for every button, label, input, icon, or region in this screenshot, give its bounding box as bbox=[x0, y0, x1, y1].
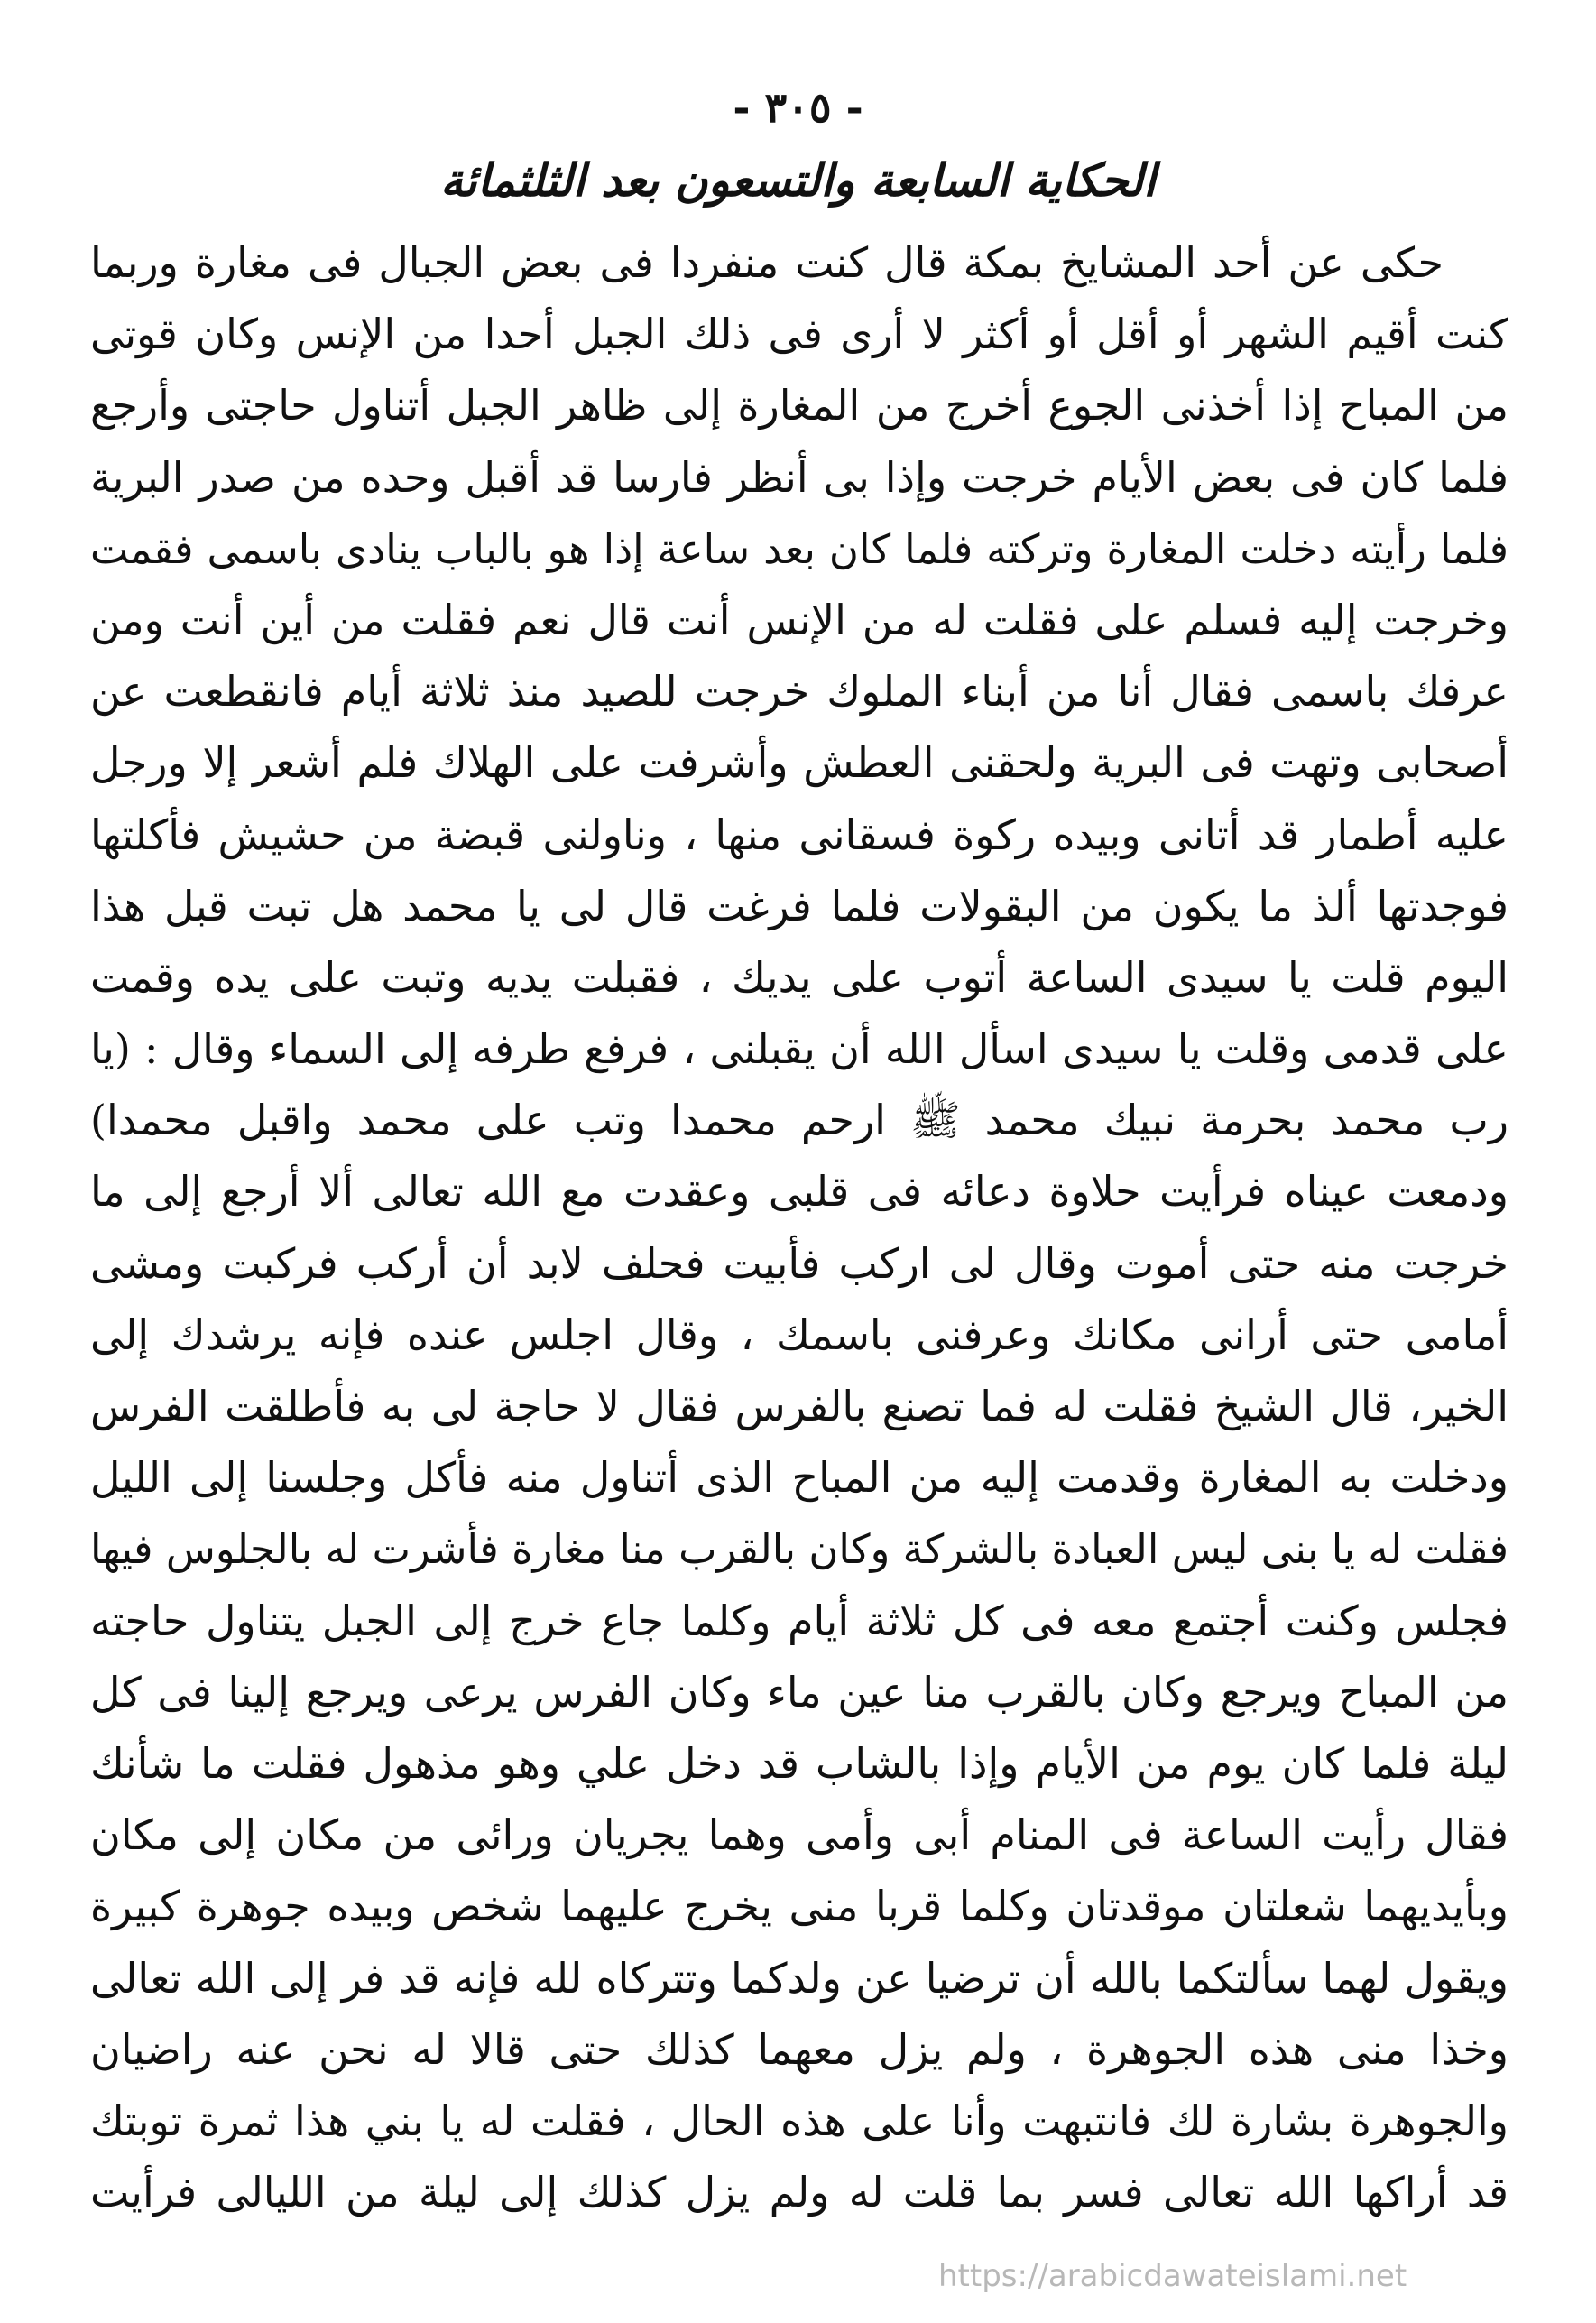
body-line: من المباح إذا أخذنى الجوع أخرج من المغارة إلى ظاهر الجبل أتناول حاجتى وأرجع bbox=[90, 381, 1508, 430]
body-line: فقلت له يا بنى ليس العبادة بالشركة وكان بالقرب منا مغارة فأشرت له بالجلوس فيها bbox=[90, 1525, 1508, 1574]
body-line: وخذا منى هذه الجوهرة ، ولم يزل معهما كذلك حتى قالا له نحن عنه راضيان bbox=[90, 2024, 1508, 2074]
body-line: كنت أقيم الشهر أو أقل أو أكثر لا أرى فى ذلك الجبل أحدا من الإنس وكان قوتى bbox=[90, 310, 1508, 359]
body-line: عليه أطمار قد أتانى وبيده ركوة فسقانى منها ، وناولنى قبضة من حشيش فأكلتها bbox=[90, 810, 1508, 859]
body-line: الخير، قال الشيخ فقلت له فما تصنع بالفرس فقال لا حاجة لى به فأطلقت الفرس bbox=[90, 1382, 1508, 1430]
body-line: أصحابى وتهت فى البرية ولحقنى العطش وأشرفت على الهلاك فلم أشعر إلا ورجل bbox=[90, 738, 1508, 788]
body-line: على قدمى وقلت يا سيدى اسأل الله أن يقبلنى ، فرفع طرفه إلى السماء وقال : (يا bbox=[90, 1024, 1508, 1074]
body-line: فلما رأيته دخلت المغارة وتركته فلما كان بعد ساعة إذا هو بالباب ينادى باسمى فقمت bbox=[90, 524, 1508, 573]
body-line: عرفك باسمى فقال أنا من أبناء الملوك خرجت للصيد منذ ثلاثة أيام فانقطعت عن bbox=[90, 667, 1508, 717]
story-heading: الحكاية السابعة والتسعون بعد الثلثمائة bbox=[439, 153, 1157, 207]
body-line: وخرجت إليه فسلم على فقلت له من الإنس أنت قال نعم فقلت من أين أنت ومن bbox=[90, 595, 1508, 644]
body-line: اليوم قلت يا سيدى الساعة أتوب على يديك ، فقبلت يديه وتبت على يده وقمت bbox=[90, 952, 1508, 1002]
body-line: حكى عن أحد المشايخ بمكة قال كنت منفردا فى بعض الجبال فى مغارة وربما bbox=[90, 238, 1444, 287]
body-line: من المباح ويرجع وكان بالقرب منا عين ماء وكان الفرس يرعى ويرجع إلينا فى كل bbox=[90, 1667, 1508, 1717]
body-line: خرجت منه حتى أموت وقال لى اركب فأبيت فحلف لابد أن أركب فركبت ومشى bbox=[90, 1238, 1508, 1288]
body-line: قد أراكها الله تعالى فسر بما قلت له ولم يزل كذلك إلى ليلة من الليالى فرأيت bbox=[90, 2168, 1508, 2217]
body-line: فلما كان فى بعض الأيام خرجت وإذا بى أنظر فارسا قد أقبل وحده من صدر البرية bbox=[90, 452, 1508, 502]
story-body bbox=[90, 227, 1508, 2228]
body-line: ويقول لهما سألتكما بالله أن ترضيا عن ولدكما وتتركاه لله فإنه قد فر إلى الله تعالى bbox=[90, 1953, 1508, 2003]
body-line: أمامى حتى أرانى مكانك وعرفنى باسمك ، وقال اجلس عنده فإنه يرشدك إلى bbox=[90, 1310, 1508, 1359]
body-line: فقال رأيت الساعة فى المنام أبى وأمى وهما يجريان ورائى من مكان إلى مكان bbox=[90, 1810, 1508, 1860]
page-number: - ٣٠٥ - bbox=[733, 83, 863, 132]
website-watermark: https://arabicdawateislami.net bbox=[938, 2258, 1407, 2294]
body-line: وبأيديهما شعلتان موقدتان وكلما قربا منى يخرج عليهما شخص وبيده جوهرة كبيرة bbox=[90, 1882, 1508, 1931]
body-line: والجوهرة بشارة لك فانتبهت وأنا على هذه الحال ، فقلت له يا بني هذا ثمرة توبتك bbox=[90, 2096, 1508, 2145]
body-line: فوجدتها ألذ ما يكون من البقولات فلما فرغت قال لى يا محمد هل تبت قبل هذا bbox=[90, 881, 1508, 930]
body-line: ودخلت به المغارة وقدمت إليه من المباح الذى أتناول منه فأكل وجلسنا إلى الليل bbox=[90, 1453, 1508, 1503]
body-line: ليلة فلما كان يوم من الأيام وإذا بالشاب قد دخل علي وهو مذهول فقلت ما شأنك bbox=[90, 1738, 1508, 1788]
body-line: رب محمد بحرمة نبيك محمد ﷺ ارحم محمدا وتب على محمد واقبل محمدا) bbox=[90, 1096, 1508, 1145]
body-line: فجلس وكنت أجتمع معه فى كل ثلاثة أيام وكلما جاع خرج إلى الجبل يتناول حاجته bbox=[90, 1596, 1508, 1645]
body-line: ودمعت عيناه فرأيت حلاوة دعائه فى قلبى وعقدت مع الله تعالى ألا أرجع إلى ما bbox=[90, 1167, 1508, 1217]
